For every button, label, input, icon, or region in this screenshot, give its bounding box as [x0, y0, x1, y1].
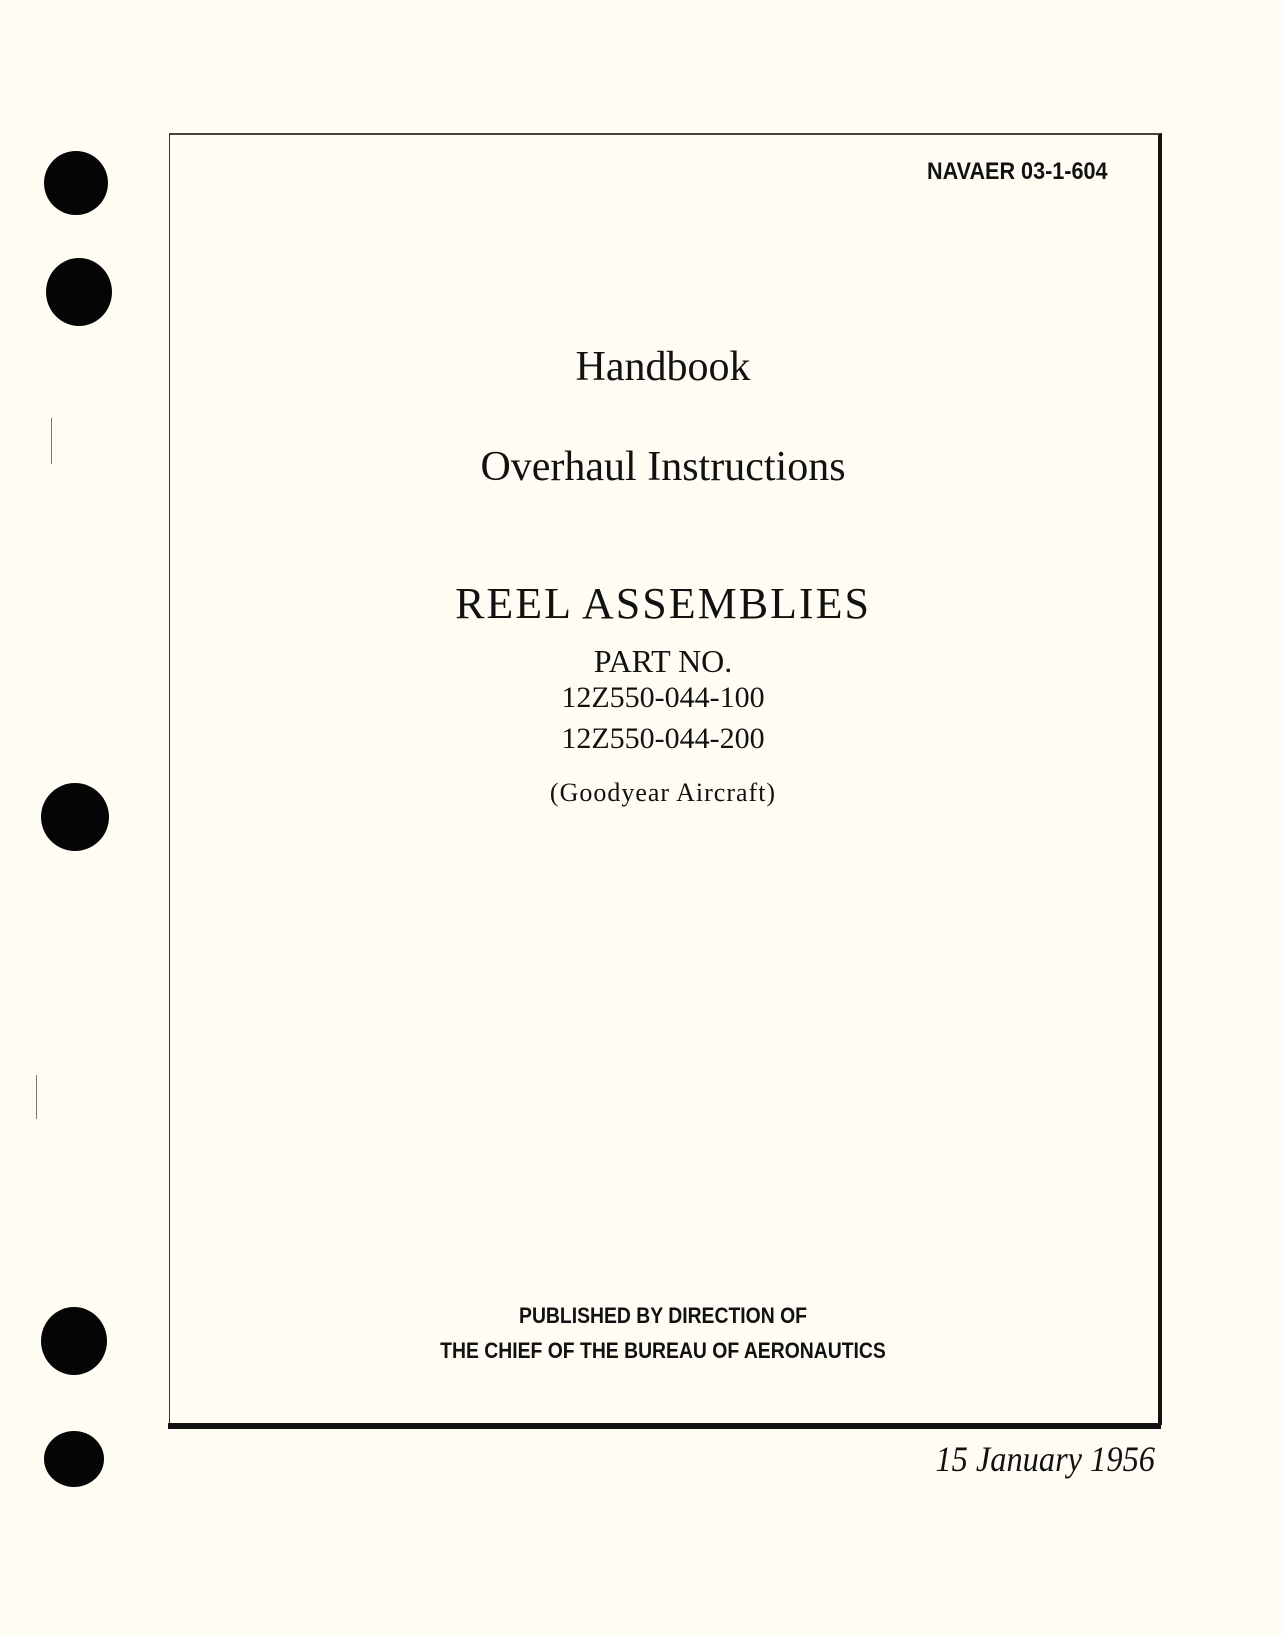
manufacturer: (Goodyear Aircraft) [549, 778, 777, 807]
binder-hole [44, 1431, 104, 1487]
bottom-rule [168, 1423, 1161, 1429]
document-number: NAVAER 03-1-604 [927, 158, 1108, 185]
binder-hole [41, 783, 109, 851]
subject-title: REEL ASSEMBLIES [455, 579, 871, 628]
binder-hole [44, 151, 108, 215]
title-handbook: Handbook [575, 344, 751, 390]
binder-hole [46, 258, 112, 326]
publisher-line-2: THE CHIEF OF THE BUREAU OF AERONAUTICS [440, 1338, 886, 1363]
part-no-label: PART NO. [593, 643, 733, 679]
part-number: 12Z550-044-200 [561, 722, 765, 755]
scan-mark [36, 1075, 37, 1119]
publication-date: 15 January 1956 [935, 1439, 1155, 1479]
scan-mark [51, 418, 52, 464]
binder-hole [41, 1307, 107, 1375]
title-overhaul-instructions: Overhaul Instructions [480, 444, 846, 490]
publisher-line-1: PUBLISHED BY DIRECTION OF [519, 1303, 807, 1328]
part-number: 12Z550-044-100 [561, 681, 765, 714]
